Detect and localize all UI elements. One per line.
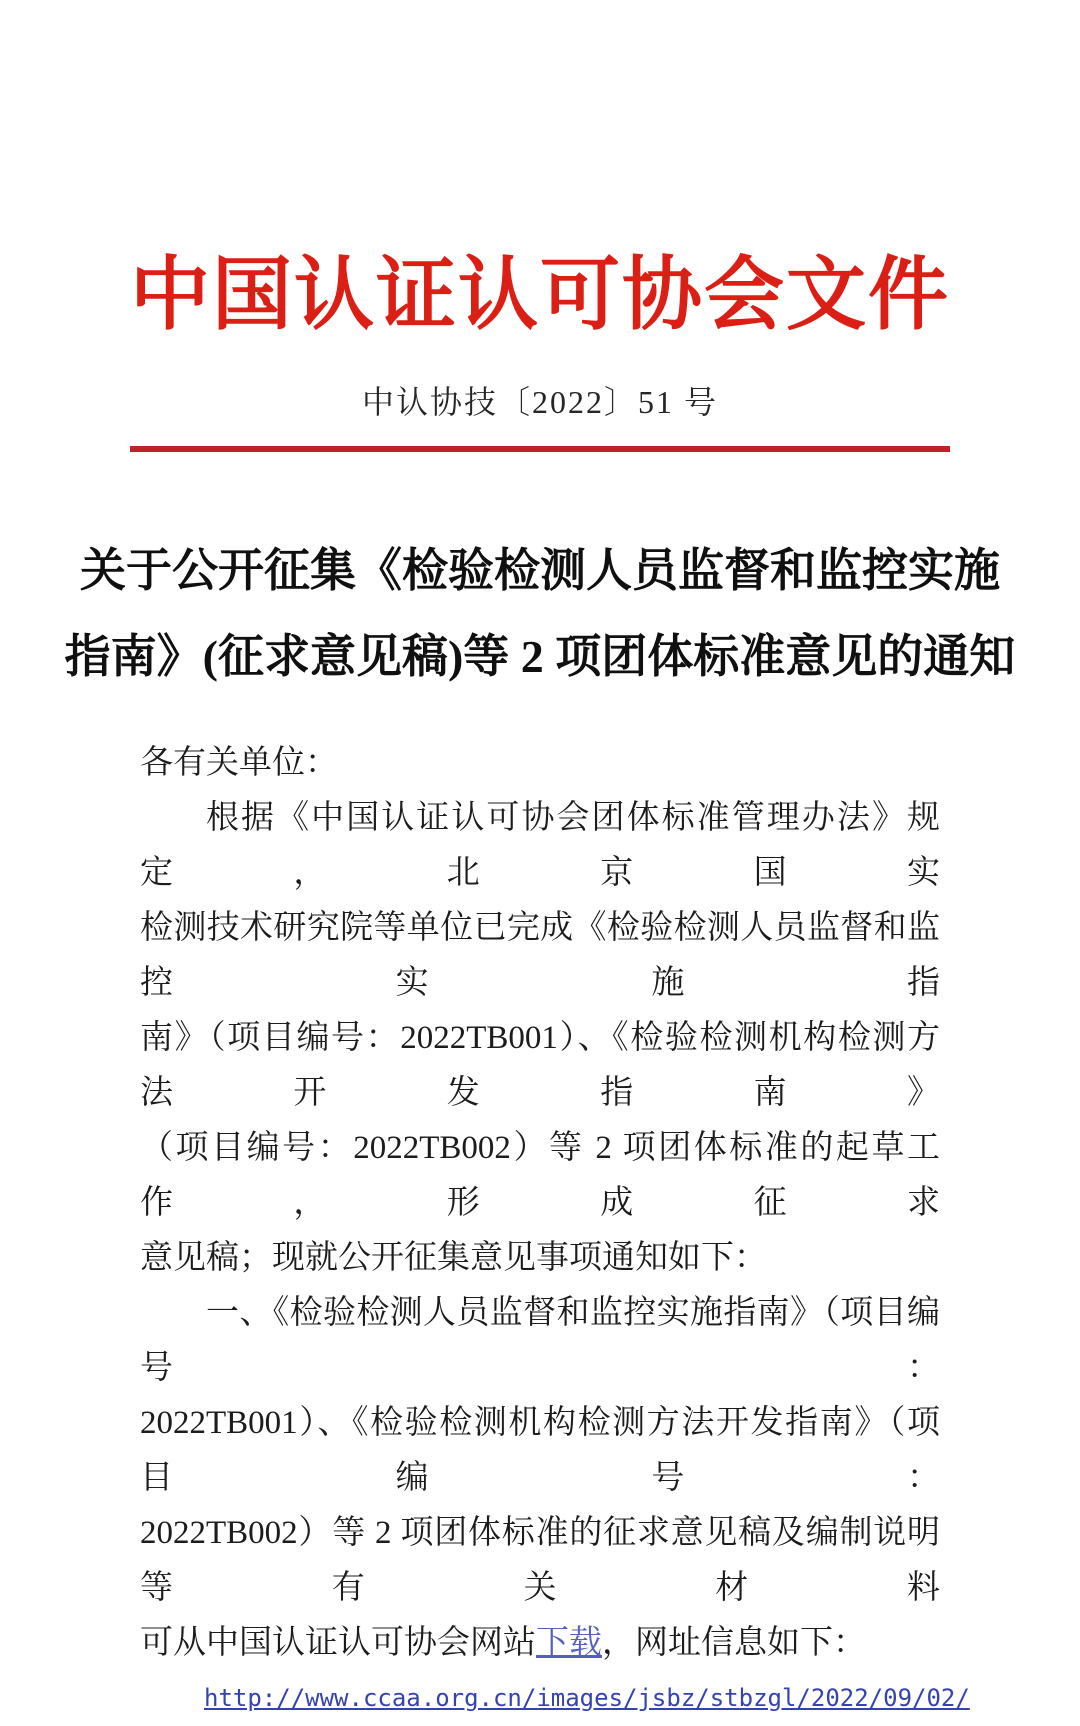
notice-title-line2: 指南》(征求意见稿)等 2 项团体标准意见的通知: [64, 631, 1016, 682]
body-line: （项目编号：2022TB002）等 2 项团体标准的起草工作，形成征求: [140, 1130, 940, 1221]
notice-title-line1: 关于公开征集《检验检测人员监督和监控实施: [80, 545, 1000, 596]
notice-title: [0, 528, 1080, 700]
doc-number: 中认协技〔2022〕51 号: [361, 384, 718, 420]
salutation-line: 各有关单位：: [140, 745, 338, 781]
body-text: [140, 736, 970, 1726]
body-line: 南》（项目编号：2022TB001）、《检验检测机构检测方法开发指南》: [140, 1020, 940, 1111]
body-line: 意见稿；现就公开征集意见事项通知如下：: [140, 1240, 767, 1276]
red-divider-line: [130, 446, 950, 452]
materials-url-link[interactable]: http://www.ccaa.org.cn/images/jsbz/stbzgl/2022/09/02/: [204, 1684, 970, 1712]
body-line: 检测技术研究院等单位已完成《检验检测人员监督和监控实施指: [140, 910, 940, 1001]
body-line-with-link: [140, 1616, 940, 1671]
download-link[interactable]: 下载: [536, 1625, 602, 1661]
letterhead-org-title: 中国认证认可协会文件: [130, 252, 950, 340]
body-line: 2022TB002）等 2 项团体标准的征求意见稿及编制说明等有关材料: [140, 1515, 940, 1606]
link-line-before: 可从中国认证认可协会网站: [140, 1625, 536, 1661]
url-line: [204, 1671, 970, 1726]
body-line: 根据《中国认证认可协会团体标准管理办法》规定，北京国实: [140, 800, 940, 891]
link-line-after: ，网址信息如下：: [602, 1625, 866, 1661]
body-line: 一、《检验检测人员监督和监控实施指南》（项目编号：: [140, 1295, 940, 1386]
body-line: 2022TB001）、《检验检测机构检测方法开发指南》（项目编号：: [140, 1405, 940, 1496]
